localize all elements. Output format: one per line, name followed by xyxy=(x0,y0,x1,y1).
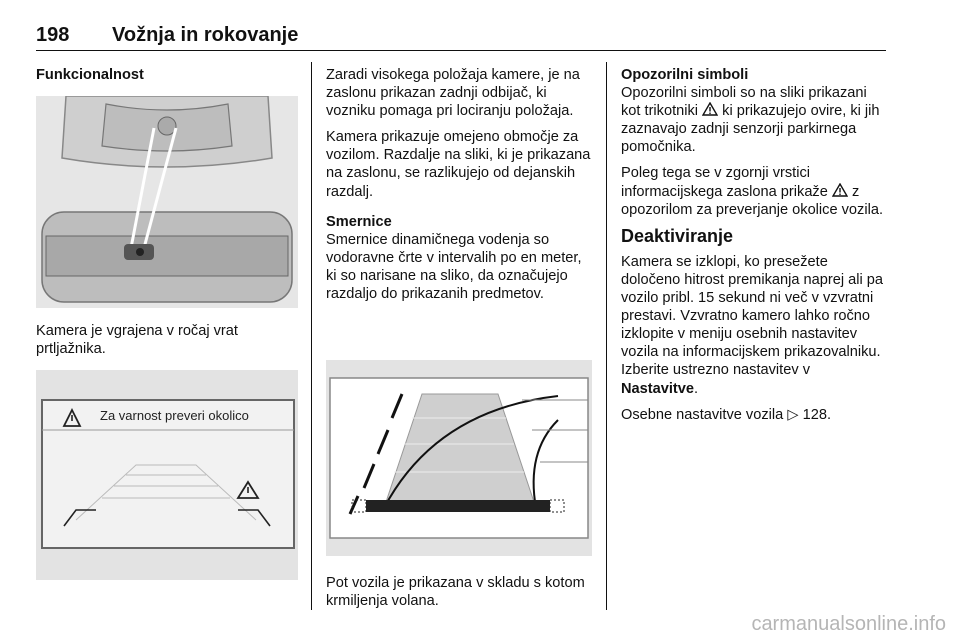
page-reference-arrow-icon: ▷ xyxy=(787,406,799,423)
watermark: carmanualsonline.info xyxy=(751,613,946,635)
caption-camera-location: Kamera je vgrajena v ročaj vrat prtljažnika. xyxy=(36,323,238,358)
settings-menu-name: Nastavitve xyxy=(621,380,695,397)
figure-tailgate-camera xyxy=(36,96,298,308)
warning-text-end: ki prikazujejo ovire, ki jih zaznavajo zadnji senzorji parkirnega pomočnika. xyxy=(621,103,880,156)
column-divider-1 xyxy=(311,62,312,610)
column-divider-2 xyxy=(606,62,607,610)
column-2 xyxy=(326,66,594,311)
warning-triangle-icon xyxy=(702,102,718,116)
paragraph-guides: Smernice dinamičnega vodenja so vodoravne črte v intervalih po en meter, ki so narisane na sliko, da označujejo razdaljo do prikazanih predmetov. xyxy=(326,231,582,303)
paragraph-limited-area: Kamera prikazuje omejeno območje za vozilom. Razdalje na sliki, ki je prikazana na zaslonu, se razlikujejo od dejanskih razdalj. xyxy=(326,129,591,200)
page-number: 198 xyxy=(36,24,70,46)
reference-text: Osebne nastavitve vozila xyxy=(621,406,784,423)
paragraph-camera-position: Zaradi visokega položaja kamere, je na zaslonu prikazan zadnji odbijač, ki vozniku pomaga pri lociranju položaja. xyxy=(326,67,580,120)
section-title-deactivation: Deaktiviranje xyxy=(621,225,734,246)
info-text-start: Poleg tega se v zgornji vrstici informacijskega zaslona prikaže xyxy=(621,165,828,200)
chapter-title: Vožnja in rokovanje xyxy=(112,24,299,46)
column-3: Opozorilni simboli Opozorilni simboli so na sliki prikazani kot trikotniki ki prikazujejo ovire, ki jih zaznavajo zadnji senzorji parkirnega pomočnika. Poleg tega se v zgornji vrstici informacijskega zaslona prikaže z opozorilom za preverjanje okolice vozila. Deaktiviranje Kamera se izklopi, ko presežete določeno hitrost premikanja naprej ali pa vozilo pribl. 15 sekund ni več v vzvratni prestavi. Vzvratno kamero lahko ročno izklopite v meniju osebnih nastavitev vozila na informacijskem prikazovalniku. Izberite ustrezno nastavitev v Nastavitve. Osebne nastavitve vozila ▷ 128. xyxy=(621,66,887,432)
section-title-warnings: Opozorilni simboli xyxy=(621,67,749,83)
caption-2 xyxy=(326,574,594,618)
warning-text-start: Opozorilni simboli so na sliki prikazani kot trikotniki xyxy=(621,85,867,120)
deactivation-text: Kamera se izklopi, ko presežete določeno hitrost premikanja naprej ali pa vozilo pribl. 15 sekund ni več v vzvratni prestavi. Vzvratno kamero lahko ročno izklopite v meniju osebnih nastavitev vozila na informacijskem prikazovalniku. Izberite ustrezno nastavitev v xyxy=(621,253,884,379)
section-title-guides: Smernice xyxy=(326,213,392,230)
display-warning-text: Za varnost preveri okolico xyxy=(100,408,249,423)
header-rule xyxy=(36,50,886,51)
caption-vehicle-path: Pot vozila je prikazana v skladu s kotom krmiljenja volana. xyxy=(326,575,585,610)
page-header xyxy=(36,24,299,47)
reference-page: 128. xyxy=(802,406,832,423)
figure-camera-display xyxy=(36,370,298,580)
column-1 xyxy=(36,66,298,84)
section-title-functionality: Funkcionalnost xyxy=(36,67,144,83)
caption-1 xyxy=(36,322,298,366)
figure-guide-lines xyxy=(326,360,592,556)
warning-triangle-icon xyxy=(832,183,848,197)
info-text-end: z opozorilom za preverjanje okolice vozila. xyxy=(621,183,884,218)
